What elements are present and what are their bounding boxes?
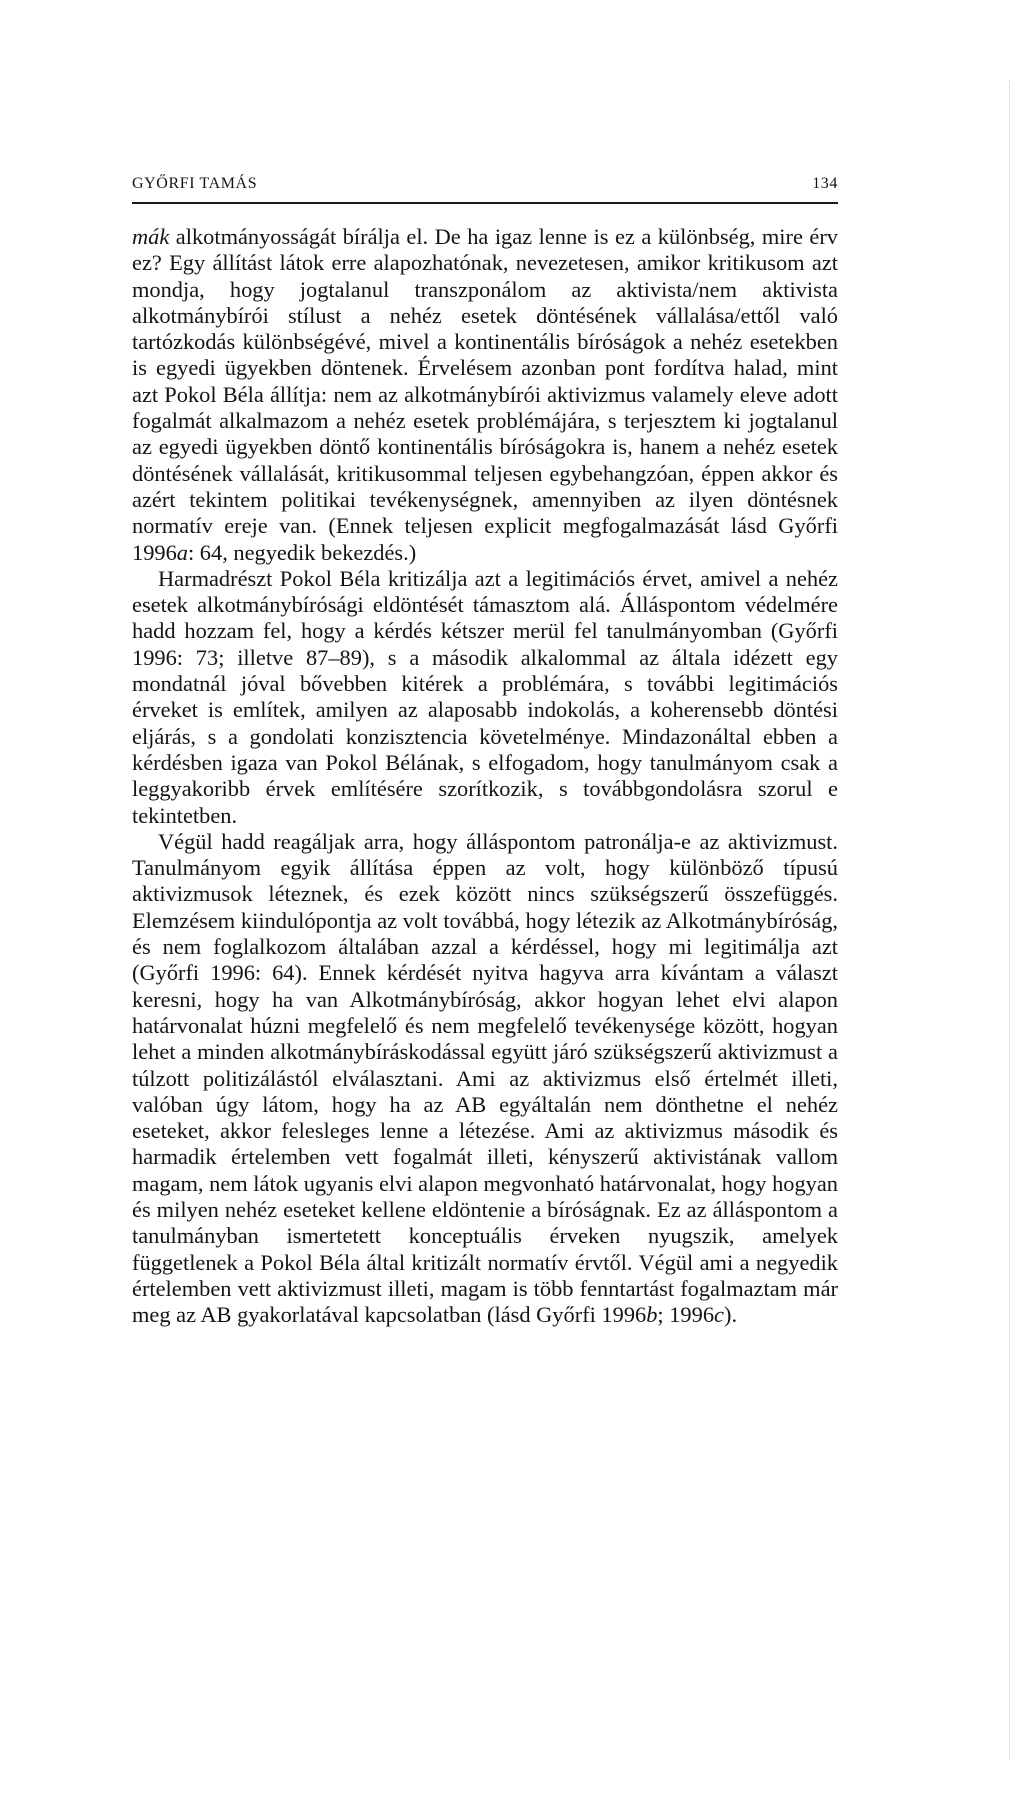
paragraph-2: Harmadrészt Pokol Béla kritizálja azt a legitimációs érvet, amivel a nehéz esetek alkotmánybírósági eldöntését támasztom alá. Álláspontom védelmére hadd hozzam fel, hogy a kérdés kétszer merül fel tanulmányomban (Győrfi 1996: 73; illetve 87–89), s a második alkalommal az általa idézett egy mondatnál jóval bővebben kitérek a problémára, s további legitimációs érveket is említek, amilyen az alaposabb indokolás, a koherensebb döntési eljárás, s a gondolati konzisztencia követelménye. Mindazonáltal ebben a kérdésben igaza van Pokol Bélának, s elfogadom, hogy tanulmányom csak a leggyakoribb érvek említésére szorítkozik, s továbbgondolásra szorul e tekintetben.	[132, 565, 838, 828]
scan-edge-line	[1008, 80, 1010, 1760]
paragraph-3-ref-c: c	[714, 1302, 724, 1328]
paragraph-1-ref-suffix: a	[176, 539, 188, 565]
paragraph-1-lead-word: mák	[132, 224, 170, 249]
paragraph-1	[132, 224, 838, 566]
paragraph-3-text-mid: ; 1996	[657, 1302, 715, 1328]
paragraph-3-ref-b: b	[646, 1302, 658, 1328]
paragraph-1-text-end: : 64, negyedik bekezdés.)	[187, 539, 417, 565]
header-page-number: 134	[812, 175, 838, 192]
paragraph-3	[132, 829, 838, 1329]
header-rule	[132, 202, 838, 204]
paragraph-3-text: Végül hadd reagáljak arra, hogy álláspontom patronálja-e az aktivizmust. Tanulmányom egyik állítása éppen az volt, hogy különböző típusú aktivizmusok léteznek, és ezek között nincs szükségszerű összefüggés. Elemzésem kiindulópontja az volt továbbá, hogy létezik az Alkotmánybíróság, és nem foglalkozom általában azzal a kérdéssel, hogy mi legitimálja azt (Győrfi 1996: 64). Ennek kérdését nyitva hagyva arra kívántam a választ keresni, hogy ha van Alkotmánybíróság, akkor hogyan lehet elvi alapon határvonalat húzni megfelelő és nem megfelelő tevékenysége között, hogyan lehet a minden alkotmánybíráskodással együtt járó szükségszerű aktivizmust a túlzott politizálástól elválasztani. Ami az aktivizmus első értelmét illeti, valóban úgy látom, hogy ha az AB egyáltalán nem dönthetne el nehéz eseteket, akkor felesleges lenne a létezése. Ami az aktivizmus második és harmadik értelemben vett fogalmát illeti, kényszerű aktivistának vallom magam, nem látok ugyanis elvi alapon megvonható határvonalat, hogy hogyan és milyen nehéz eseteket kellene eldöntenie a bíróságnak. Ez az álláspontom a tanulmányban ismertetett konceptuális érveken nyugszik, amelyek függetlenek a Pokol Béla által kritizált normatív érvtől. Végül ami a negyedik értelemben vett aktivizmust illeti, magam is több fenntartást fogalmaztam már meg az AB gyakorlatával kapcsolatban (lásd Győrfi 1996	[132, 828, 838, 1328]
paragraph-1-text: alkotmányosságát bírálja el. De ha igaz lenne is ez a különbség, mire érv ez? Egy állítást látok erre alapozhatónak, nevezetesen, amikor kritikusom azt mondja, hogy jogtalanul transzponálom az aktivista/nem aktivista alkotmánybírói stílust a nehéz esetek döntésének vállalása/ettől való tartózkodás különbségévé, mivel a kontinentális bíróságok a nehéz esetekben is egyedi ügyekben döntenek. Érvelésem azonban pont fordítva halad, mint azt Pokol Béla állítja: nem az alkotmánybírói aktivizmus valamely eleve adott fogalmát alkalmazom a nehéz esetek problémájára, s terjesztem ki jogtalanul az egyedi ügyekben döntő kontinentális bíróságokra is, hanem a nehéz esetek döntésének vállalását, kritikusommal teljesen egybehangzóan, éppen akkor és azért tekintem politikai tevékenységnek, amennyiben az ilyen döntésnek normatív ereje van. (Ennek teljesen explicit megfogalmazását lásd Győrfi 1996	[132, 224, 838, 565]
header-author: GYŐRFI TAMÁS	[132, 175, 258, 192]
running-header	[132, 175, 838, 193]
body-text	[132, 224, 838, 1328]
paragraph-3-text-end: ).	[723, 1302, 738, 1328]
